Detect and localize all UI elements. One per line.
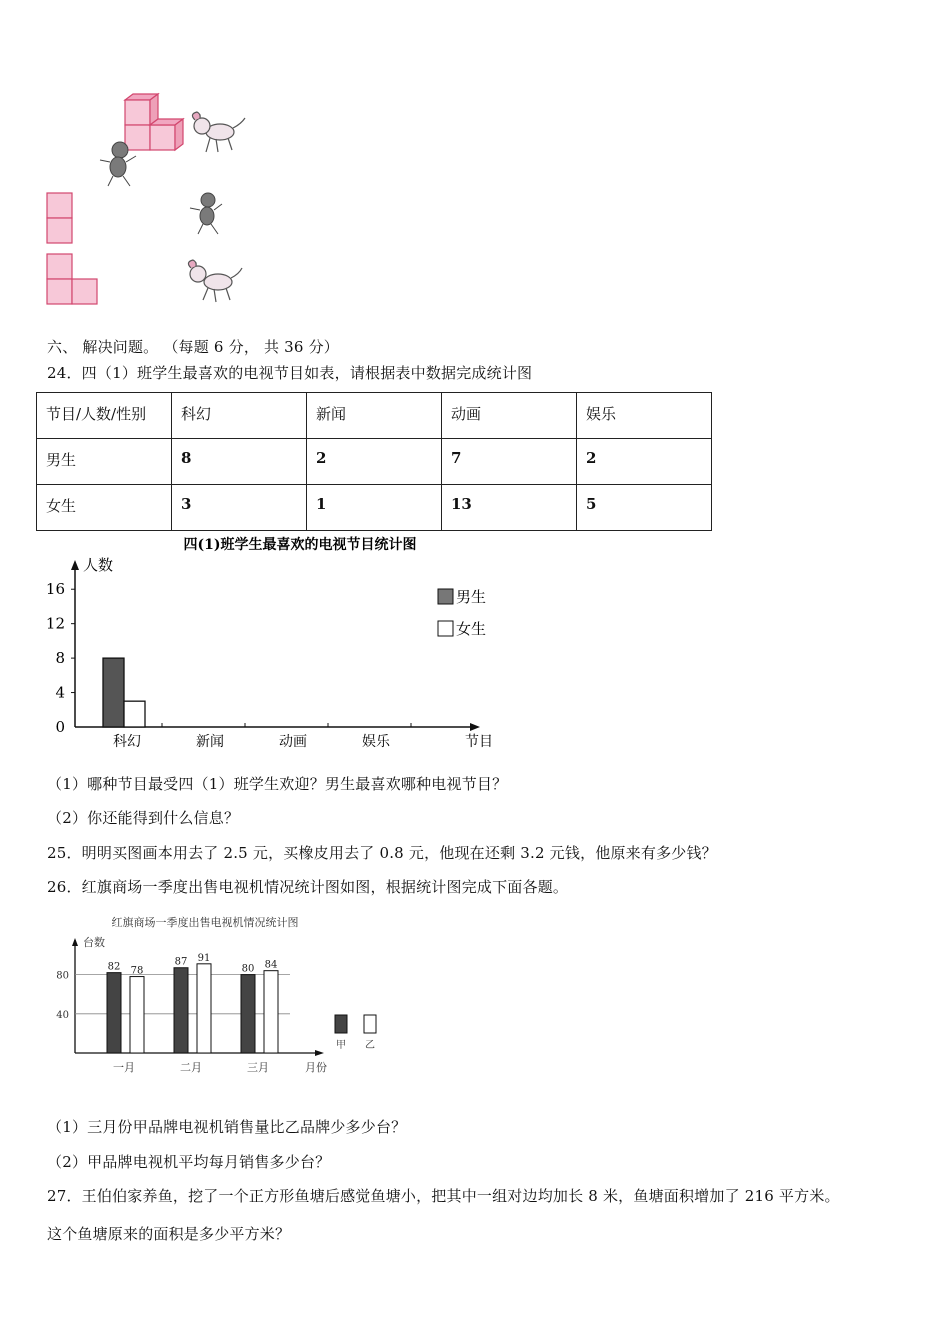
x-tick-label: 一月 — [113, 1061, 135, 1074]
dog-icon — [192, 112, 245, 152]
question-24-text: 24．四（1）班学生最喜欢的电视节目如表，请根据表中数据完成统计图 — [47, 364, 533, 382]
table-cell: 8 — [172, 439, 307, 485]
data-label: 91 — [197, 952, 211, 964]
bar — [174, 968, 188, 1053]
chart-axes — [56, 935, 327, 1074]
bar — [107, 973, 121, 1053]
table-header-row — [37, 393, 712, 439]
bar — [241, 975, 255, 1053]
y-axis-label: 人数 — [83, 556, 114, 574]
question-24-sub1: （1）哪种节目最受四（1）班学生欢迎？男生最喜欢哪种电视节目？ — [47, 775, 508, 793]
y-tick-label: 80 — [56, 970, 69, 982]
table-cell: 5 — [577, 485, 712, 531]
y-tick-label: 4 — [55, 683, 65, 702]
question-26-text: 26．红旗商场一季度出售电视机情况统计图如图，根据统计图完成下面各题。 — [47, 878, 569, 896]
table-cell: 男生 — [37, 439, 172, 485]
chart-bars — [107, 953, 278, 1053]
table-cell: 女生 — [37, 485, 172, 531]
view-front — [47, 193, 72, 243]
y-tick-label: 8 — [55, 649, 65, 668]
x-tick-label: 二月 — [180, 1061, 202, 1074]
table-header-cell: 动画 — [442, 393, 577, 439]
chart-legend — [438, 588, 486, 638]
bar — [264, 971, 278, 1053]
data-label: 78 — [130, 965, 144, 977]
y-tick-label: 16 — [45, 580, 65, 599]
y-axis-label: 台数 — [83, 936, 105, 949]
data-label: 80 — [241, 963, 255, 975]
x-axis-arrow — [315, 1050, 324, 1056]
legend-label: 女生 — [456, 620, 487, 638]
tv-program-chart — [40, 532, 510, 757]
table-header-cell: 娱乐 — [577, 393, 712, 439]
x-tick-label: 三月 — [247, 1061, 269, 1074]
question-25-text: 25．明明买图画本用去了 2.5 元，买橡皮用去了 0.8 元，他现在还剩 3.2 元钱，他原来有多少钱？ — [47, 844, 717, 862]
legend-swatch — [438, 621, 453, 636]
x-tick-label: 新闻 — [196, 734, 224, 750]
tv-program-table — [36, 392, 712, 531]
question-27-line2: 这个鱼塘原来的面积是多少平方米？ — [47, 1225, 291, 1243]
x-tick-label: 娱乐 — [362, 734, 390, 750]
question-27-line1: 27．王伯伯家养鱼，挖了一个正方形鱼塘后感觉鱼塘小，把其中一组对边均加长 8 米，鱼塘面积增加了 216 平方米。 — [47, 1187, 840, 1205]
data-label: 82 — [107, 961, 121, 973]
y-axis-arrow — [72, 938, 78, 946]
table-row — [37, 485, 712, 531]
question-26-sub2: （2）甲品牌电视机平均每月销售多少台？ — [47, 1153, 331, 1171]
x-axis-label: 节目 — [465, 734, 493, 750]
question-26-sub1: （1）三月份甲品牌电视机销售量比乙品牌少多少台？ — [47, 1118, 407, 1136]
y-axis-arrow — [71, 560, 79, 570]
y-tick-label: 0 — [55, 718, 65, 736]
table-header-cell: 节目/人数/性别 — [37, 393, 172, 439]
view-side — [47, 254, 97, 304]
monkey-icon — [190, 193, 222, 234]
tv-sales-chart — [40, 908, 400, 1083]
table-row — [37, 439, 712, 485]
table-cell: 1 — [307, 485, 442, 531]
legend-swatch — [335, 1015, 347, 1033]
table-cell: 7 — [442, 439, 577, 485]
legend-label: 男生 — [456, 588, 487, 606]
bar — [130, 977, 144, 1053]
legend-swatch — [438, 589, 453, 604]
table-cell: 3 — [172, 485, 307, 531]
section-heading: 六、 解决问题。 （每题 6 分， 共 36 分） — [47, 338, 340, 356]
cube-views-figure — [40, 92, 260, 312]
table-cell: 2 — [307, 439, 442, 485]
table-header-cell: 新闻 — [307, 393, 442, 439]
legend-label: 乙 — [365, 1040, 375, 1051]
x-tick-label: 科幻 — [113, 734, 141, 750]
data-label: 87 — [174, 956, 188, 968]
table-header-cell: 科幻 — [172, 393, 307, 439]
cube-stack — [125, 94, 183, 150]
bar — [197, 964, 211, 1053]
table-cell: 2 — [577, 439, 712, 485]
x-tick-label: 动画 — [279, 734, 307, 750]
question-24-sub2: （2）你还能得到什么信息？ — [47, 809, 240, 827]
dog-icon — [188, 260, 242, 302]
x-axis-label: 月份 — [305, 1061, 327, 1074]
legend-swatch — [364, 1015, 376, 1033]
chart-bars — [103, 658, 145, 727]
bar — [103, 658, 124, 727]
bar — [124, 701, 145, 727]
y-tick-label: 12 — [45, 614, 65, 633]
legend-label: 甲 — [336, 1040, 346, 1051]
y-tick-label: 40 — [56, 1009, 69, 1021]
table-cell: 13 — [442, 485, 577, 531]
data-label: 84 — [264, 959, 278, 971]
chart-title: 四(1)班学生最喜欢的电视节目统计图 — [183, 537, 417, 553]
x-axis-arrow — [470, 723, 480, 731]
chart-legend — [335, 1015, 376, 1051]
chart-title: 红旗商场一季度出售电视机情况统计图 — [111, 916, 299, 929]
